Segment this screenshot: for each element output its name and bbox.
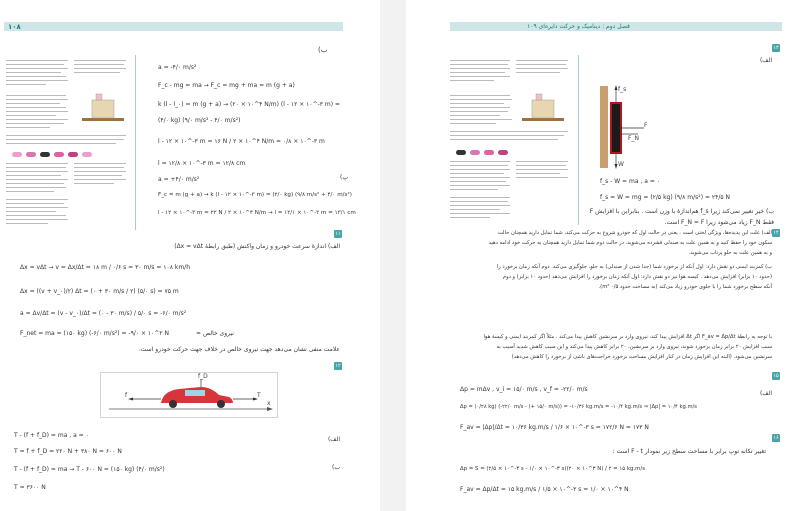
question-12-badge: ۱۲ (335, 363, 341, 369)
question-14-c-line-1: با توجه به رابطهٔ F_av = Δp/Δt اگر Δt افزایش پیدا کند، نیروی وارد بر سرنشین کاهش پیدا می‌کند . مثلاً اگر کمربند ایمنی و کیسهٔ هوا (483, 334, 772, 340)
equation-average-force: F_av = |Δp|/Δt = ۱۰/۳۶ kg.m/s / ۱/۶ × ۱۰^-۳ s = ۱۷۲/۶ N = ۱۷۳ N (460, 424, 649, 431)
figure-label-f: f (125, 392, 128, 399)
pink-swatch-5 (82, 152, 92, 157)
answer-b-label: ب) (318, 46, 328, 54)
question-14-b-line-1: ب) کمربند ایمنی دو نقش دارد: اول آنکه از برخورد شما (جدا شدن از صندلی) به جلو، جلوگیری می‌کند. دوم آنکه زمان برخورد را (496, 264, 772, 270)
equation-spring-force-2: F_c = m (g + a) → k (l - ۱۲ × ۱۰^-۳ m) = (۲/۰ kg) (۹/۸ m/s² + ۴/۰ m/s²) (158, 192, 352, 198)
equation-l2: l - ۱۲ × ۱۰^-۳ m = ۲۲ N / ۲ × ۱۰^۴ N/m → l = ۱۳/۱ × ۱۰^-۳ m = ۱۳/۱ cm (158, 210, 356, 216)
equation-a: a = -۴/۰ m/s² (158, 64, 197, 71)
equation-static-friction-2: f_s = W = mg = (۲/۵ kg) (۹/۸ m/s²) = ۲۴/۵ N (600, 194, 730, 201)
diagram-label-fn: F_N (628, 135, 639, 142)
question-14-b-line-2: (حدود ۱۰ برابر) افزایش می‌دهد . کیسه هوا نیز دو نقش دارد: اول آنکه زمان برخورد را افزایش می‌دهد (حدود ۱۰ برابر) و دوم (502, 274, 772, 280)
answer-a-label-q12: الف) (327, 436, 340, 443)
question-13-badge: ۱۳ (773, 45, 779, 51)
page-gutter (380, 0, 406, 511)
car-figure (100, 372, 278, 418)
equation-average-force-16: F_av = Δp/Δt = ۱۵ kg.m/s / ۱/۵ × ۱۰^-۳ s = ۱/۰ × ۱۰^۴ N (460, 486, 629, 493)
question-14-a-line-2: سکون خود را حفظ کنید و به همین علت به صندلی فشرده می‌شوید. در حالت دوم شما تمایل دارید همچنان به حرکت خود ادامه دهید (488, 240, 772, 246)
question-15-badge: ۱۵ (773, 373, 779, 379)
question-14-badge: ۱۴ (773, 230, 779, 236)
pink-swatch-1 (12, 152, 22, 157)
dark-swatch-right (456, 150, 466, 155)
equation-tension-1: T - (f + f_D) = ma , a = ۰ (14, 432, 89, 439)
pink-swatch-right-2 (484, 150, 494, 155)
question-14-c-line-3: سرنشین می‌شود. (البته این افزایش زمان در کنار افزایش مساحت برخورد جراحت‌های ناشی از برخورد را کاهش می‌دهد) (511, 354, 772, 360)
equation-tension-3: T - (f + f_D) = ma → T - ۶۰۰ N = (۱۵۰ kg) (۴/۰ m/s²) (14, 466, 165, 473)
equation-dx2: Δx = ((v + v_۰)/۲) Δt = (۰ + ۳۰ m/s / ۲) (۵/۰ s) = ۷۵ m (20, 288, 179, 295)
question-13-part-a: الف) (759, 57, 772, 64)
diagram-label-f: F (644, 122, 648, 129)
equation-momentum-change: Δp = mΔv , v_i = ۱۵/۰ m/s , v_f = -۲۲/۰ m/s (460, 386, 588, 393)
figure-label-x: x (267, 400, 271, 407)
equation-impulse-area: Δp = S = (۲/۵ × ۱۰^-۳ s - ۱/۰ × ۱۰^-۳ s)(۲۰ × ۱۰^۳ N) / ۲ = ۱۵ kg.m/s (460, 466, 646, 472)
equation-tension-result: T = ۳۶۰۰ N (14, 484, 46, 491)
answer-c-label: پ) (340, 174, 348, 181)
chapter-title: فصل دوم : دینامیک و حرکت دایره‌ای ۱۰۹ (527, 23, 630, 30)
equation-tension-2: T = f + f_D = ۲۲۰ N + ۳۸۰ N = ۶۰۰ N (14, 448, 122, 455)
equation-l-result: l = ۱۲/۸ × ۱۰^-۳ m = ۱۲/۸ cm (158, 160, 246, 167)
question-11-badge: ۱۱ (335, 231, 341, 237)
question-14-a-line-1: الف) علت این پدیده‌ها، ویژگی لختی است . یعنی در حالت اول که خودرو شروع به حرکت می‌کند، شما تمایل دارید همچنان حالت (497, 230, 772, 236)
diagram-label-fs: f_s (618, 86, 627, 93)
question-13-part-b-2: فقط F_N زیاد می‌شود زیرا F_N = F است. (664, 219, 774, 226)
right-column-divider (578, 55, 579, 225)
equation-net-force: F_net = ma = (۱۵۰ kg) (-۶/۰ m/s²) = -۹/۰ × ۱۰^۲ N (20, 330, 169, 337)
equation-a2: a = +۴/۰ m/s² (158, 176, 200, 183)
equation-static-friction: f_s - W = ma , a = ۰ (600, 178, 660, 185)
equation-acceleration: a = Δv/Δt = (v - v_۰)/Δt = (۰ - ۳۰ m/s) / ۵/۰ s = -۶/۰ m/s² (20, 310, 187, 317)
question-16-text: تغییر تکانه توپ برابر با مساحت سطح زیر نمودار F - t است : (612, 448, 766, 455)
question-13-part-b: ب) خیر تغییر نمی‌کند زیرا f_s هم‌اندازهٔ با وزن است . بنابراین با افزایش F (589, 208, 774, 215)
car-drawing (101, 373, 277, 417)
answer-b-label-q12: ب) (332, 464, 340, 471)
equation-spring-force: F_c - mg = ma → F_c = mg + ma = m (g + a) (158, 82, 295, 89)
question-15-part-a: الف) (759, 390, 772, 397)
block-figure-right (520, 90, 566, 126)
question-11-part-a: الف) اندازهٔ سرعت خودرو و زمان واکنش (طبق رابطهٔ Δx = vΔt) (174, 243, 340, 250)
left-header-band (4, 22, 343, 31)
question-16-badge: ۱۶ (773, 435, 779, 441)
equation-dx: Δx = vΔt → v = Δx/Δt = ۱۸ m / ۰/۶ s = ۳۰ m/s = ۱۰۸ km/h (20, 264, 190, 271)
left-page-number: ۱۰۸ (8, 23, 21, 31)
question-14-a-line-3: و به همین علت به جلو پرتاب می‌شوید. (688, 250, 772, 256)
block-on-scale-figure (80, 90, 126, 126)
net-force-note: علامت منفی نشان می‌دهد جهت نیروی خالص در خلاف جهت حرکت خودرو است. (138, 346, 340, 353)
figure-label-fd: f_D (198, 373, 208, 380)
wall-block-diagram (598, 82, 656, 170)
diagram-label-w: W (618, 161, 624, 168)
question-14-c-line-2: سبب افزایش ۲۰ برابر زمان برخورد شوند، نیروی وارد بر سرنشین، ۲۰ برابر کاهش پیدا می‌کند و این سبب کاهش شدید آسیب به (496, 344, 772, 350)
pink-swatch-right-1 (470, 150, 480, 155)
question-14-b-line-3: آنکه سطح برخورد شما را با جلوی خودرو زیاد می‌کند (به مساحت حدود ۰/۵ m²). (598, 284, 772, 290)
net-force-label: = نیروی خالص (196, 330, 234, 337)
equation-momentum-change-2: Δp = (۰/۲۸ kg) (-۲۲/۰ m/s - (+ ۱۵/۰ m/s)) = -۱۰/۳۶ kg.m/s = -۱۰/۴ kg.m/s ⇒ |Δp| = ۱۰/۴ kg.m/s (460, 404, 697, 410)
equation-k: k (l - l_۰) = m (g + a) → (۲۰ × ۱۰^۴ N/m) (l - ۱۲ × ۱۰^-۳ m) = (158, 101, 341, 108)
figure-label-t: T (257, 392, 261, 399)
equation-l: l - ۱۲ × ۱۰^-۳ m = ۱۶ N / ۲ × ۱۰^۴ N/m = ۰/۸ × ۱۰^-۳ m (158, 138, 325, 145)
left-column-divider (135, 55, 136, 230)
pink-swatch-3 (54, 152, 64, 157)
pink-swatch-4 (68, 152, 78, 157)
dark-swatch (40, 152, 50, 157)
pink-swatch-2 (26, 152, 36, 157)
pink-swatch-right-3 (498, 150, 508, 155)
equation-k-2: (۴/۰ kg) (۹/۰ m/s² - ۴/۰ m/s²) (158, 117, 241, 124)
